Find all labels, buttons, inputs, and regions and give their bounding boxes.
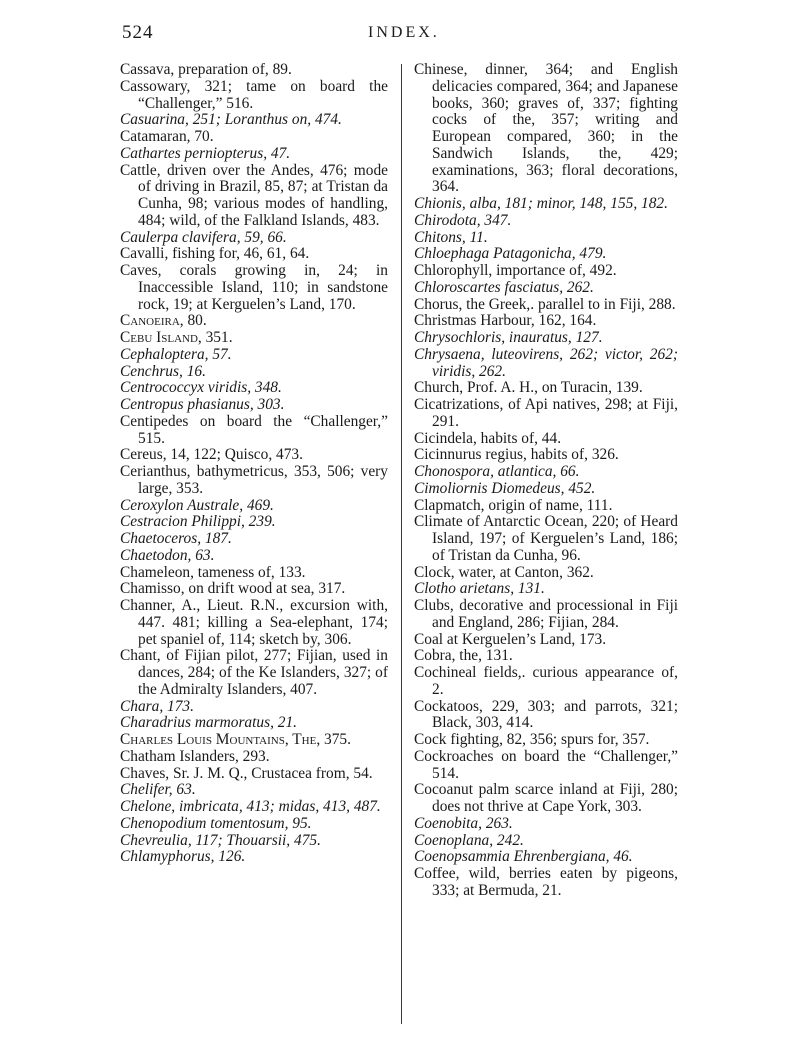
left-index-column: [120, 62, 388, 866]
page-header: [0, 22, 800, 46]
index-entry: Cocoanut palm scarce inland at Fiji, 280; does not thrive at Cape York, 303.: [414, 781, 678, 815]
index-entry: Chrysochloris, inauratus, 127.: [414, 329, 603, 346]
index-entry: Centropus phasianus, 303.: [120, 396, 285, 413]
index-entry: Cassava, preparation of, 89.: [120, 61, 292, 78]
index-entry: Clotho arietans, 131.: [414, 580, 545, 598]
index-entry: Charles Louis Mountains, The, 375.: [120, 731, 351, 748]
index-entry: Church, Prof. A. H., on Turacin, 139.: [414, 379, 643, 397]
index-entry: Chenopodium tomentosum, 95.: [120, 814, 312, 832]
index-entry: Coal at Kerguelen’s Land, 173.: [414, 630, 607, 648]
index-entry: Catamaran, 70.: [120, 128, 214, 145]
index-entry: Cicinnurus regius, habits of, 326.: [414, 446, 619, 464]
running-title: INDEX.: [368, 24, 440, 41]
index-entry: Charadrius marmoratus, 21.: [120, 714, 298, 732]
column-divider: [401, 64, 402, 1024]
index-entry: Cattle, driven over the Andes, 476; mode of driving in Brazil, 85, 87; at Tristan da Cunha, 98; various modes of handling, 484; wild, of the Falkland Islands, 483.: [120, 161, 388, 229]
index-entry: Chaetoceros, 187.: [120, 530, 232, 547]
index-entry: Caulerpa clavifera, 59, 66.: [120, 228, 287, 246]
index-entry: Chloephaga Patagonicha, 479.: [414, 245, 607, 263]
index-entry: Cereus, 14, 122; Quisco, 473.: [120, 446, 303, 464]
index-entry: Cobra, the, 131.: [414, 647, 513, 665]
index-entry: Climate of Antarctic Ocean, 220; of Heard Island, 197; of Kerguelen’s Land, 186; of Tristan da Cunha, 96.: [414, 513, 678, 564]
index-entry: Cerianthus, bathymetricus, 353, 506; very large, 353.: [120, 463, 388, 497]
index-entry: Cavalli, fishing for, 46, 61, 64.: [120, 245, 310, 263]
index-entry: Cimoliornis Diomedeus, 452.: [414, 479, 596, 497]
right-index-column: [414, 62, 678, 900]
index-entry: Chaetodon, 63.: [120, 546, 215, 564]
index-entry: Chara, 173.: [120, 697, 194, 715]
index-entry: Channer, A., Lieut. R.N., excursion with, 447. 481; killing a Sea-elephant, 174; pet spaniel of, 114; sketch by, 306.: [120, 597, 388, 648]
index-entry: Chloroscartes fasciatus, 262.: [414, 278, 594, 296]
index-entry: Casuarina, 251; Loranthus on, 474.: [120, 111, 342, 129]
index-entry: Coffee, wild, berries eaten by pigeons, 333; at Bermuda, 21.: [414, 865, 678, 899]
index-entry: Chorus, the Greek,. parallel to in Fiji, 288.: [414, 295, 676, 313]
index-entry: Chatham Islanders, 293.: [120, 747, 270, 765]
index-entry: Caves, corals growing in, 24; in Inaccessible Island, 110; in sandstone rock, 19; at Kerguelen’s Land, 170.: [120, 262, 388, 313]
index-entry: Cenchrus, 16.: [120, 362, 206, 380]
index-entry: Clock, water, at Canton, 362.: [414, 563, 594, 581]
index-entry: Cockroaches on board the “Challenger,” 514.: [414, 747, 678, 782]
index-entry: Ceroxylon Australe, 469.: [120, 496, 274, 514]
index-entry: Christmas Harbour, 162, 164.: [414, 312, 597, 330]
index-entry: Coenoplana, 242.: [414, 831, 524, 849]
index-entry: Canoeira, 80.: [120, 312, 207, 330]
index-entry: Chrysaena, luteovirens, 262; victor, 262; viridis, 262.: [414, 345, 678, 380]
index-entry: Chlorophyll, importance of, 492.: [414, 262, 617, 279]
index-entry: Chant, of Fijian pilot, 277; Fijian, used in dances, 284; of the Ke Islanders, 327; of the Admiralty Islanders, 407.: [120, 647, 388, 698]
index-entry: Centrococcyx viridis, 348.: [120, 379, 282, 397]
index-entry: Cebu Island, 351.: [120, 329, 233, 346]
index-entry: Chamisso, on drift wood at sea, 317.: [120, 580, 346, 598]
index-entry: Chlamyphorus, 126.: [120, 848, 246, 866]
index-entry: Coenobita, 263.: [414, 814, 513, 832]
index-entry: Chevreulia, 117; Thouarsii, 475.: [120, 831, 321, 849]
index-entry: Coenopsammia Ehrenbergiana, 46.: [414, 848, 633, 866]
index-entry: Chirodota, 347.: [414, 211, 512, 229]
index-entry: Chitons, 11.: [414, 228, 488, 246]
index-entry: Clapmatch, origin of name, 111.: [414, 496, 613, 514]
index-entry: Cock fighting, 82, 356; spurs for, 357.: [414, 731, 650, 748]
index-entry: Cephaloptera, 57.: [120, 345, 232, 363]
index-entry: Chameleon, tameness of, 133.: [120, 563, 306, 581]
index-entry: Cassowary, 321; tame on board the “Challenger,” 516.: [120, 77, 388, 112]
index-entry: Cestracion Philippi, 239.: [120, 513, 276, 531]
index-entry: Clubs, decorative and processional in Fiji and England, 286; Fijian, 284.: [414, 597, 678, 631]
index-entry: Chonospora, atlantica, 66.: [414, 463, 580, 480]
index-entry: Cochineal fields,. curious appearance of, 2.: [414, 664, 678, 698]
index-entry: Cockatoos, 229, 303; and parrots, 321; Black, 303, 414.: [414, 697, 678, 732]
index-entry: Chionis, alba, 181; minor, 148, 155, 182.: [414, 195, 668, 212]
index-entry: Chinese, dinner, 364; and English delicacies compared, 364; and Japanese books, 360; graves of, 337; fighting cocks of the, 357; writing and European compared, 360; in the Sandwich Islands, the, 429; examinations, 363; floral decorations, 364.: [414, 61, 678, 196]
index-entry: Cicatrizations, of Api natives, 298; at Fiji, 291.: [414, 396, 678, 430]
index-entry: Cicindela, habits of, 44.: [414, 429, 562, 447]
index-entry: Cathartes perniopterus, 47.: [120, 144, 291, 162]
index-entry: Centipedes on board the “Challenger,” 515.: [120, 412, 388, 447]
page-number: 524: [122, 22, 154, 43]
index-entry: Chaves, Sr. J. M. Q., Crustacea from, 54.: [120, 764, 373, 782]
index-entry: Chelone, imbricata, 413; midas, 413, 487.: [120, 798, 381, 815]
index-entry: Chelifer, 63.: [120, 781, 196, 799]
